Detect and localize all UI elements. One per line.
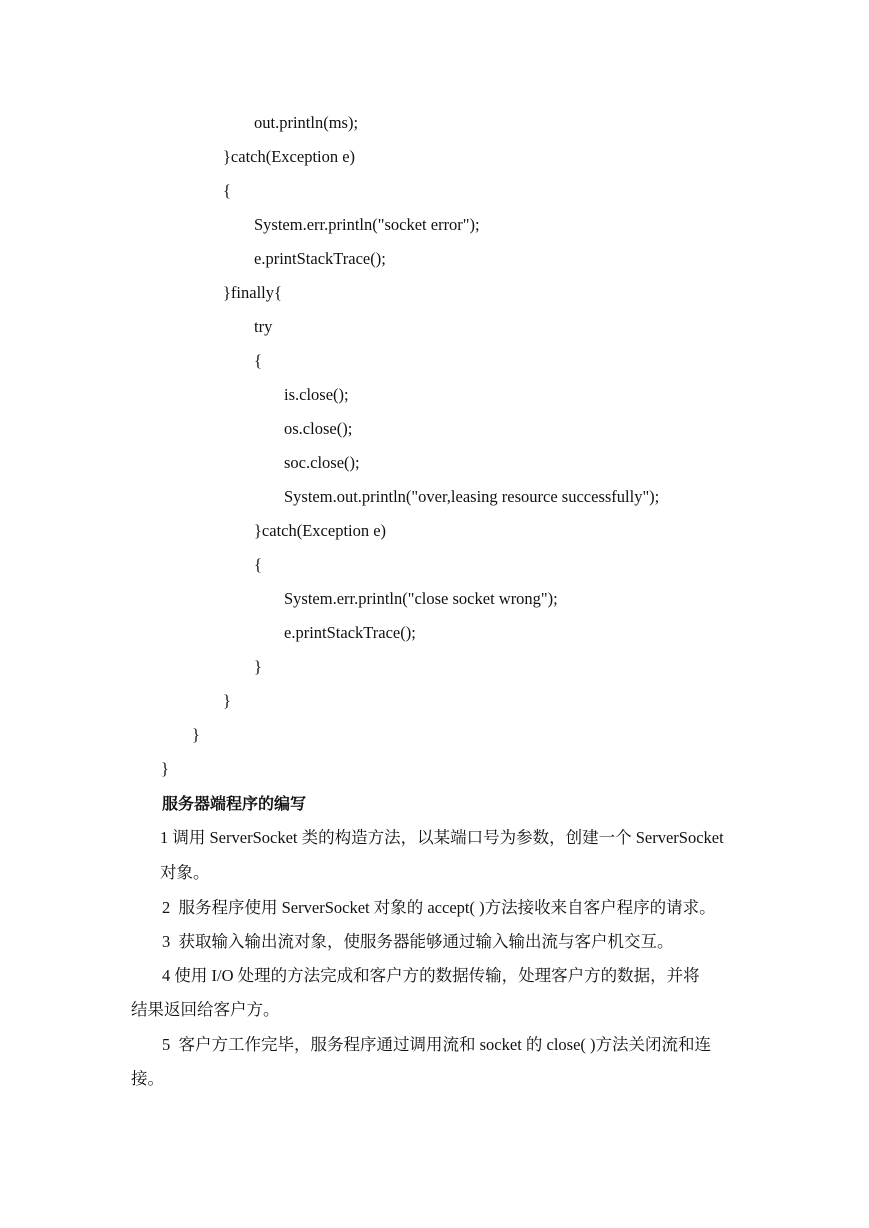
code-line: } xyxy=(192,725,200,744)
step-2: 2 服务程序使用 ServerSocket 对象的 accept( )方法接收来自客户程序的请求。 xyxy=(162,898,716,917)
step-3: 3 获取输入输出流对象，使服务器能够通过输入输出流与客户机交互。 xyxy=(162,932,674,951)
section-heading: 服务器端程序的编写 xyxy=(162,794,307,813)
code-line: e.printStackTrace(); xyxy=(284,623,416,642)
code-line: } xyxy=(223,691,231,710)
code-line: is.close(); xyxy=(284,385,349,404)
code-line: { xyxy=(223,181,231,200)
code-line: } xyxy=(254,657,262,676)
code-line: { xyxy=(254,555,262,574)
step-5-line-1: 5 客户方工作完毕，服务程序通过调用流和 socket 的 close( )方法关闭流和连 xyxy=(162,1035,712,1054)
code-line: System.out.println("over,leasing resource successfully"); xyxy=(284,487,660,506)
step-1-line-2: 对象。 xyxy=(160,863,210,882)
code-line: try xyxy=(254,317,273,336)
step-1-line-1: 1 调用 ServerSocket 类的构造方法，以某端口号为参数，创建一个 ServerSocket xyxy=(160,828,724,847)
code-line: System.err.println("close socket wrong"); xyxy=(284,589,558,608)
step-4-line-2: 结果返回给客户方。 xyxy=(131,1000,280,1019)
code-line: }finally{ xyxy=(223,283,282,302)
step-5-line-2: 接。 xyxy=(131,1069,164,1088)
code-line: os.close(); xyxy=(284,419,353,438)
code-line: }catch(Exception e) xyxy=(254,521,387,540)
code-line: out.println(ms); xyxy=(254,113,359,132)
code-line: soc.close(); xyxy=(284,453,360,472)
code-line: } xyxy=(161,759,169,778)
step-4-line-1: 4 使用 I/O 处理的方法完成和客户方的数据传输，处理客户方的数据，并将 xyxy=(162,966,700,985)
code-line: }catch(Exception e) xyxy=(223,147,356,166)
code-line: System.err.println("socket error"); xyxy=(254,215,480,234)
code-line: { xyxy=(254,351,262,370)
code-line: e.printStackTrace(); xyxy=(254,249,386,268)
